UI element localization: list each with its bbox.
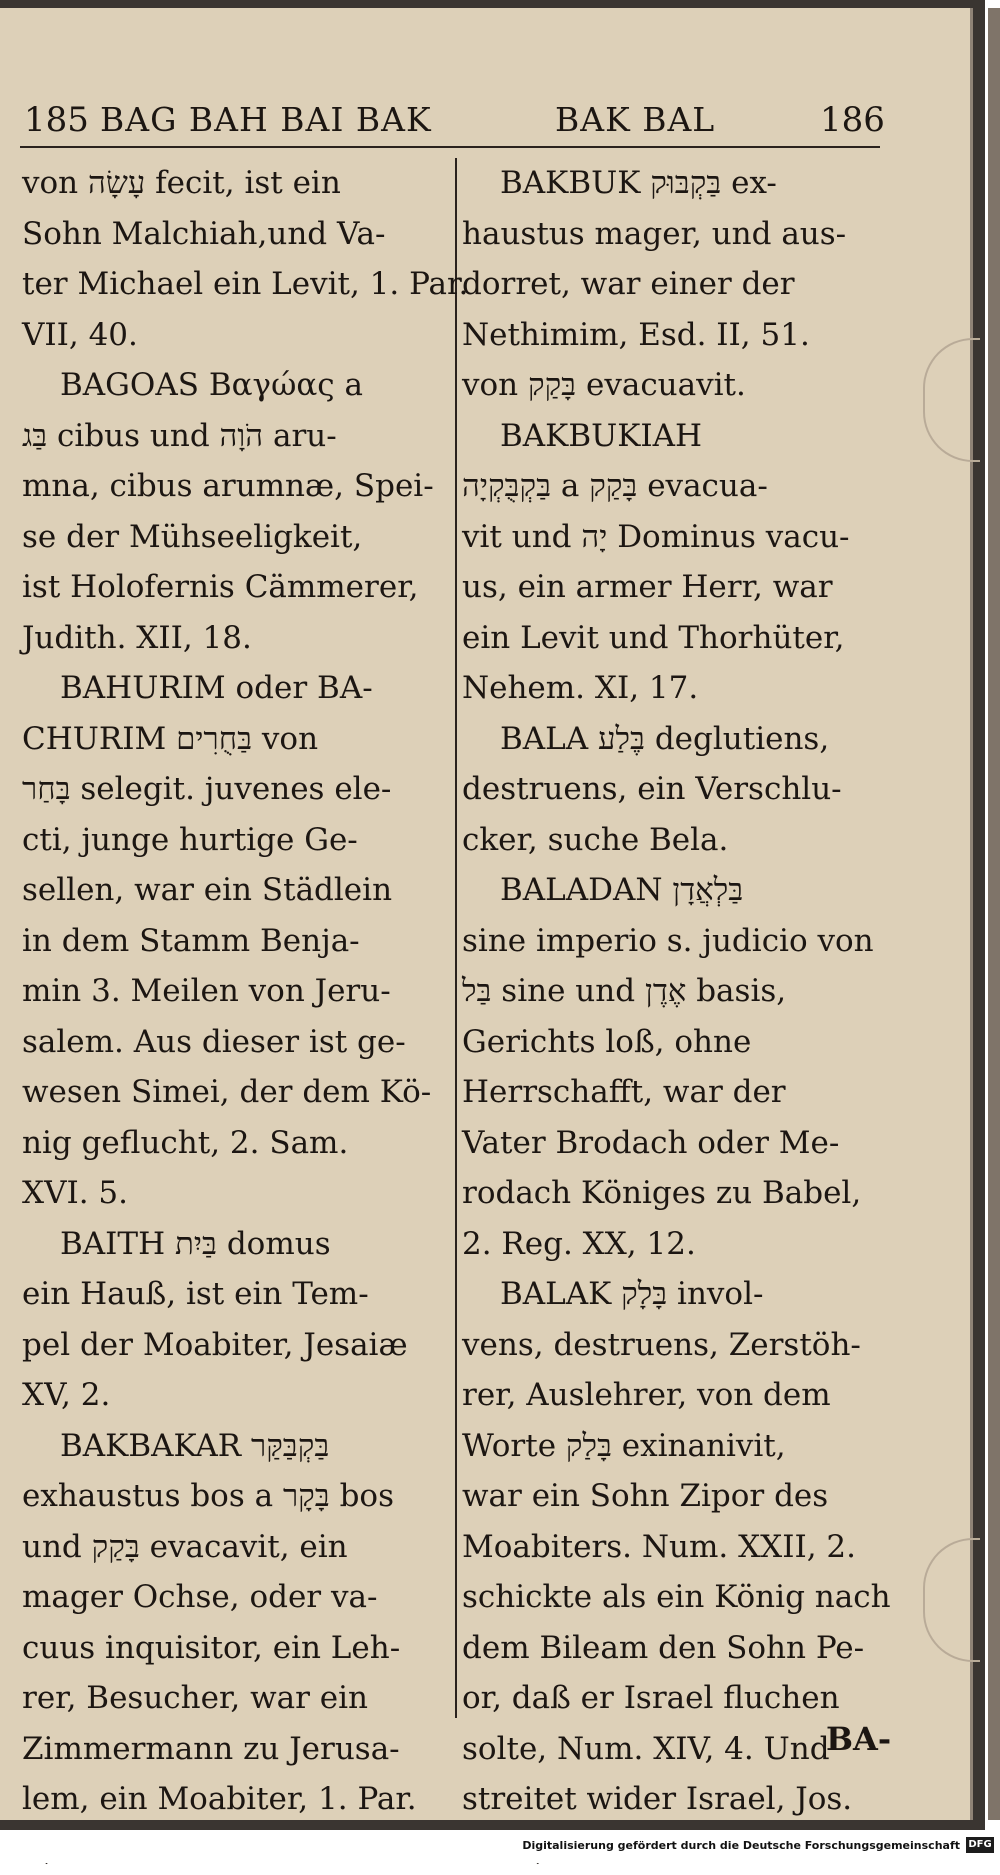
right-column-line: schickte als ein König nach [462, 1572, 877, 1623]
left-column-line: BAHURIM oder BA- [22, 663, 442, 714]
left-page-number: 185 [24, 100, 89, 140]
left-column-line: cti, junge hurtige Ge- [22, 815, 442, 866]
book-page [0, 8, 973, 1820]
right-column-line: war ein Sohn Zipor des [462, 1471, 877, 1522]
left-column-line: XV, 2. [22, 1370, 442, 1421]
right-column-line: BALA בֶּלַע deglutiens, [462, 714, 877, 765]
left-column-line: in dem Stamm Benja- [22, 916, 442, 967]
right-column-line: 2. Reg. XX, 12. [462, 1219, 877, 1270]
right-column-line: von בָּקַק evacuavit. [462, 360, 877, 411]
right-column-line: vit und יָה Dominus vacu- [462, 512, 877, 563]
left-column-line: ter Michael ein Levit, 1. Par. [22, 259, 442, 310]
left-column-line: se der Mühseeligkeit, [22, 512, 442, 563]
book-fore-edge [988, 8, 1000, 1820]
digitization-credit: Digitalisierung gefördert durch die Deutsche Forschungsgemeinschaft [522, 1839, 960, 1852]
left-column-line: ein Hauß, ist ein Tem- [22, 1269, 442, 1320]
footer [0, 1832, 1000, 1863]
left-column-line: salem. Aus dieser ist ge- [22, 1017, 442, 1068]
right-column-line: solte, Num. XIV, 4. Und [462, 1724, 877, 1775]
left-column-line: CHURIM בַּחֻרִים von [22, 714, 442, 765]
left-column-line: mager Ochse, oder va- [22, 1572, 442, 1623]
right-page-number: 186 [820, 100, 885, 140]
column-divider [455, 158, 457, 1718]
left-column-line: und בָּקַק evacavit, ein [22, 1522, 442, 1573]
right-column-line: Herrschafft, war der [462, 1067, 877, 1118]
header-rule [20, 146, 880, 148]
right-column-line: בַּקְבֻּקְיָה a בָּקַק evacua- [462, 461, 877, 512]
right-column-line: cker, suche Bela. [462, 815, 877, 866]
left-column-line: von עָשָׂה fecit, ist ein [22, 158, 442, 209]
left-column-line: pel der Moabiter, Jesaiæ [22, 1320, 442, 1371]
dfg-logo: DFG [966, 1837, 994, 1853]
left-column-line: cuus inquisitor, ein Leh- [22, 1623, 442, 1674]
right-column-line: Nethimim, Esd. II, 51. [462, 310, 877, 361]
page-tab-lower [923, 1538, 980, 1662]
catchword: BA- [826, 1720, 891, 1758]
left-column-line: nig geflucht, 2. Sam. [22, 1118, 442, 1169]
right-column-line: streitet wider Israel, Jos. [462, 1774, 877, 1825]
right-column-line: בַּל sine und אֶדֶן basis, [462, 966, 877, 1017]
right-column-line: vens, destruens, Zerstöh- [462, 1320, 877, 1371]
right-running-head: BAK BAL [555, 100, 715, 139]
left-column-line: Zimmermann zu Jerusa- [22, 1724, 442, 1775]
left-column-line: rer, Besucher, war ein [22, 1673, 442, 1724]
left-column [22, 158, 442, 1875]
right-column-line: Worte בָּלַק exinanivit, [462, 1421, 877, 1472]
left-column-line: בַּג cibus und הֹוָה aru- [22, 411, 442, 462]
left-column-line: VII, 40. [22, 310, 442, 361]
right-column-line: Moabiters. Num. XXII, 2. [462, 1522, 877, 1573]
left-column-line: min 3. Meilen von Jeru- [22, 966, 442, 1017]
right-column-line: dem Bileam den Sohn Pe- [462, 1623, 877, 1674]
left-column-line: BAITH בַּיִת domus [22, 1219, 442, 1270]
right-column [462, 158, 877, 1875]
right-column-line: or, daß er Israel fluchen [462, 1673, 877, 1724]
left-column-line: Judith. XII, 18. [22, 613, 442, 664]
left-column-line: wesen Simei, der dem Kö- [22, 1067, 442, 1118]
right-column-line: rer, Auslehrer, von dem [462, 1370, 877, 1421]
left-column-line: ist Holofernis Cämmerer, [22, 562, 442, 613]
left-running-head: BAG BAH BAI BAK [100, 100, 432, 139]
left-column-line: exhaustus bos a בָּקָר bos [22, 1471, 442, 1522]
left-column-line: sellen, war ein Städlein [22, 865, 442, 916]
right-column-line: Gerichts loß, ohne [462, 1017, 877, 1068]
right-column-line: haustus mager, und aus- [462, 209, 877, 260]
left-column-line: XVI. 5. [22, 1168, 442, 1219]
left-column-line: BAGOAS Βαγώας a [22, 360, 442, 411]
page-tab-upper [923, 338, 980, 462]
right-column-line: ein Levit und Thorhüter, [462, 613, 877, 664]
right-column-line: destruens, ein Verschlu- [462, 764, 877, 815]
left-column-line: Sohn Malchiah,und Va- [22, 209, 442, 260]
right-column-line: us, ein armer Herr, war [462, 562, 877, 613]
right-column-line: Nehem. XI, 17. [462, 663, 877, 714]
left-column-line: BAKBAKAR בַּקְבַּקַּר [22, 1421, 442, 1472]
right-column-line: sine imperio s. judicio von [462, 916, 877, 967]
left-column-line: mna, cibus arumnæ, Spei- [22, 461, 442, 512]
running-head [0, 100, 970, 140]
left-column-line: lem, ein Moabiter, 1. Par. [22, 1774, 442, 1825]
right-column-line: rodach Königes zu Babel, [462, 1168, 877, 1219]
right-column-line: dorret, war einer der [462, 259, 877, 310]
left-column-line: בָּחַר selegit. juvenes ele- [22, 764, 442, 815]
right-column-line: Vater Brodach oder Me- [462, 1118, 877, 1169]
right-column-line: BALAK בָּלָק invol- [462, 1269, 877, 1320]
right-column-line: BALADAN בַּלְאֲדָן [462, 865, 877, 916]
right-column-line: BAKBUK בַּקְבּוּק ex- [462, 158, 877, 209]
right-column-line: BAKBUKIAH [462, 411, 877, 462]
